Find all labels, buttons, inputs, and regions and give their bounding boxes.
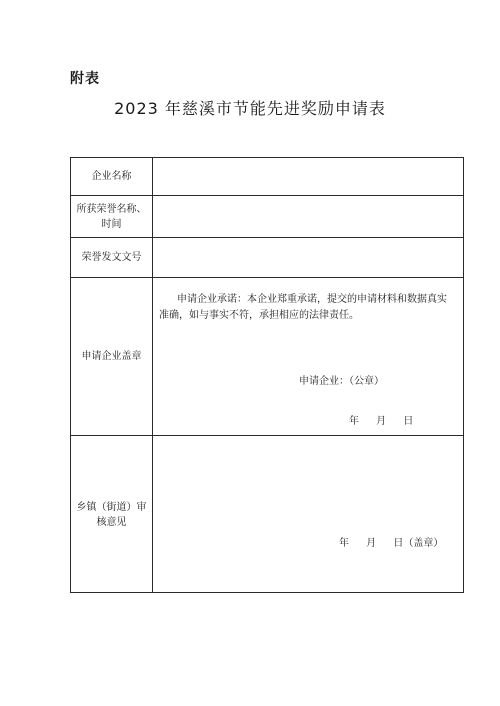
applicant-seal-line: 申请企业：（公章） <box>299 376 384 387</box>
seal-date-line: 年 月 日 <box>349 416 414 427</box>
label-company-name: 企业名称 <box>71 158 153 195</box>
row-honor-document-number <box>71 238 463 278</box>
page-title: 2023 年慈溪市节能先进奖励申请表 <box>114 99 386 118</box>
application-form-table <box>70 157 464 593</box>
honor-name-time-field[interactable] <box>153 196 463 237</box>
township-review-cell[interactable] <box>153 436 463 593</box>
row-honor-name-time <box>71 196 463 238</box>
review-date-seal-line: 年 月 日（盖章） <box>339 538 444 549</box>
company-name-field[interactable] <box>153 158 463 195</box>
honor-document-number-field[interactable] <box>153 238 463 277</box>
row-township-review <box>71 436 463 593</box>
row-company-seal <box>71 278 463 436</box>
company-seal-cell[interactable] <box>153 278 463 435</box>
pledge-text: 申请企业承诺：本企业郑重承诺，提交的申请材料和数据真实准确，如与事实不符，承担相应的法律责任。 <box>159 294 447 321</box>
label-honor-document-number: 荣誉发文文号 <box>71 238 153 277</box>
attachment-label: 附表 <box>70 71 100 87</box>
label-company-seal: 申请企业盖章 <box>71 278 153 435</box>
label-honor-name-time: 所获荣誉名称、时间 <box>71 196 153 237</box>
row-company-name <box>71 158 463 196</box>
label-township-review: 乡镇（街道）审核意见 <box>71 436 153 593</box>
